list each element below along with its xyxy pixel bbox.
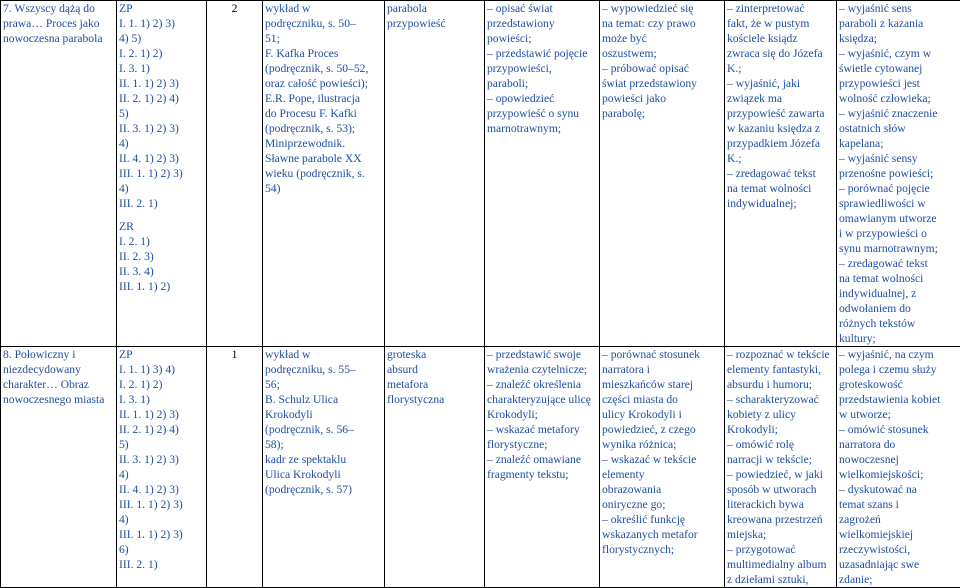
topic-text: 8. Połowiczny i niezdecydowany charakter… Obraz nowoczesnego miasta [3,347,114,407]
table-row [1,347,960,588]
concepts-text: parabola przypowieść [387,1,482,31]
hours-value: 2 [209,1,260,16]
level3-cell [725,1,837,347]
hours-cell [207,1,263,347]
level4-text: – wyjaśnić sens paraboli z kazania księdza; – wyjaśnić, czym w świetle cytowanej przypowieści jest wolność człowieka; – wyjaśnić znaczenie ostatnich słów kapelana; – wyjaśnić sensy przenośne powieści; – porównać pojęcie sprawiedliwości w omawianym utworze i w przypowieści o synu marnotrawnym; – zredagować tekst na temat wolności indywidualnej, z odwołaniem do różnych tekstów kultury; [839,1,958,346]
material-text: wykład w podręczniku, s. 50– 51; F. Kafka Proces (podręcznik, s. 50–52, oraz całość powieści); E.R. Pope, ilustracja do Procesu F. Kafki (podręcznik, s. 53); Miniprzewodnik. Sławne parabole XX wieku (podręcznik, s. 54) [265,1,382,196]
level1-cell [485,1,600,347]
level1-cell [485,347,600,588]
level1-text: – przedstawić swoje wrażenia czytelnicze; – znaleźć określenia charakteryzujące ulicę Krokodyli; – wskazać metafory florystyczne; – znaleźć omawiane fragmenty tekstu; [487,347,597,482]
level3-cell [725,347,837,588]
topic-cell [1,347,117,588]
topic-cell [1,1,117,347]
level1-text: – opisać świat przedstawiony powieści; – przedstawić pojęcie przypowieści, paraboli; – opowiedzieć przypowieść o synu marnotrawnym; [487,1,597,136]
level2-cell [600,347,725,588]
material-cell [263,347,385,588]
concepts-cell [385,347,485,588]
requirements-basic: ZP I. 1. 1) 3) 4) I. 2. 1) 2) I. 3. 1) II. 1. 1) 2) 3) II. 2. 1) 2) 4) 5) II. 3. 1) 2) 3) 4) II. 4. 1) 2) 3) III. 1. 1) 2) 3) 4) III. 1. 1) 2) 3) 6) III. 2. 1) [119,347,204,572]
level2-cell [600,1,725,347]
material-text: wykład w podręczniku, s. 55– 56; B. Schulz Ulica Krokodyli (podręcznik, s. 56– 58); kadr ze spektaklu Ulica Krokodyli (podręcznik, s. 57) [265,347,382,497]
level3-text: – rozpoznać w tekście elementy fantastyki, absurdu i humoru; – scharakteryzować kobiety z ulicy Krokodyli; – omówić rolę narracji w tekście; – powiedzieć, w jaki sposób w utworach literackich bywa kreowana przestrzeń miejska; – przygotować multimedialny album z dziełami sztuki, [727,347,834,587]
requirements-cell [117,1,207,347]
concepts-text: groteska absurd metafora florystyczna [387,347,482,407]
level4-text: – wyjaśnić, na czym polega i czemu służy groteskowość przedstawienia kobiet w utworze; – omówić stosunek narratora do nowoczesnej wielkomiejskości; – dyskutować na temat szans i zagrożeń wielkomiejskiej rzeczywistości, uzasadniając swe zdanie; [839,347,958,587]
hours-value: 1 [209,347,260,362]
requirements-cell [117,347,207,588]
material-cell [263,1,385,347]
requirements-basic: ZP I. 1. 1) 2) 3) 4) 5) I. 2. 1) 2) I. 3. 1) II. 1. 1) 2) 3) II. 2. 1) 2) 4) 5) II. 3. 1) 2) 3) 4) II. 4. 1) 2) 3) III. 1. 1) 2) 3) 4) III. 2. 1) [119,1,204,211]
level2-text: – porównać stosunek narratora i mieszkańców starej części miasta do ulicy Krokodyli i powiedzieć, z czego wynika różnica; – wskazać w tekście elementy obrazowania oniryczne go; – określić funkcję wskazanych metafor florystycznych; [602,347,722,557]
level3-text: – zinterpretować fakt, że w pustym kościele ksiądz zwraca się do Józefa K.; – wyjaśnić, jaki związek ma przypowieść zawarta w kazaniu księdza z przypadkiem Józefa K.; – zredagować tekst na temat wolności indywidualnej; [727,1,834,211]
level2-text: – wypowiedzieć się na temat: czy prawo może być oszustwem; – próbować opisać świat przedstawiony powieści jako parabolę; [602,1,722,121]
hours-cell [207,347,263,588]
table-row [1,1,960,347]
level4-cell [837,347,960,588]
requirements-extended: ZR I. 2. 1) II. 2. 3) II. 3. 4) III. 1. 1) 2) [119,219,204,294]
concepts-cell [385,1,485,347]
level4-cell [837,1,960,347]
topic-text: 7. Wszyscy dążą do prawa… Proces jako nowoczesna parabola [3,1,114,46]
